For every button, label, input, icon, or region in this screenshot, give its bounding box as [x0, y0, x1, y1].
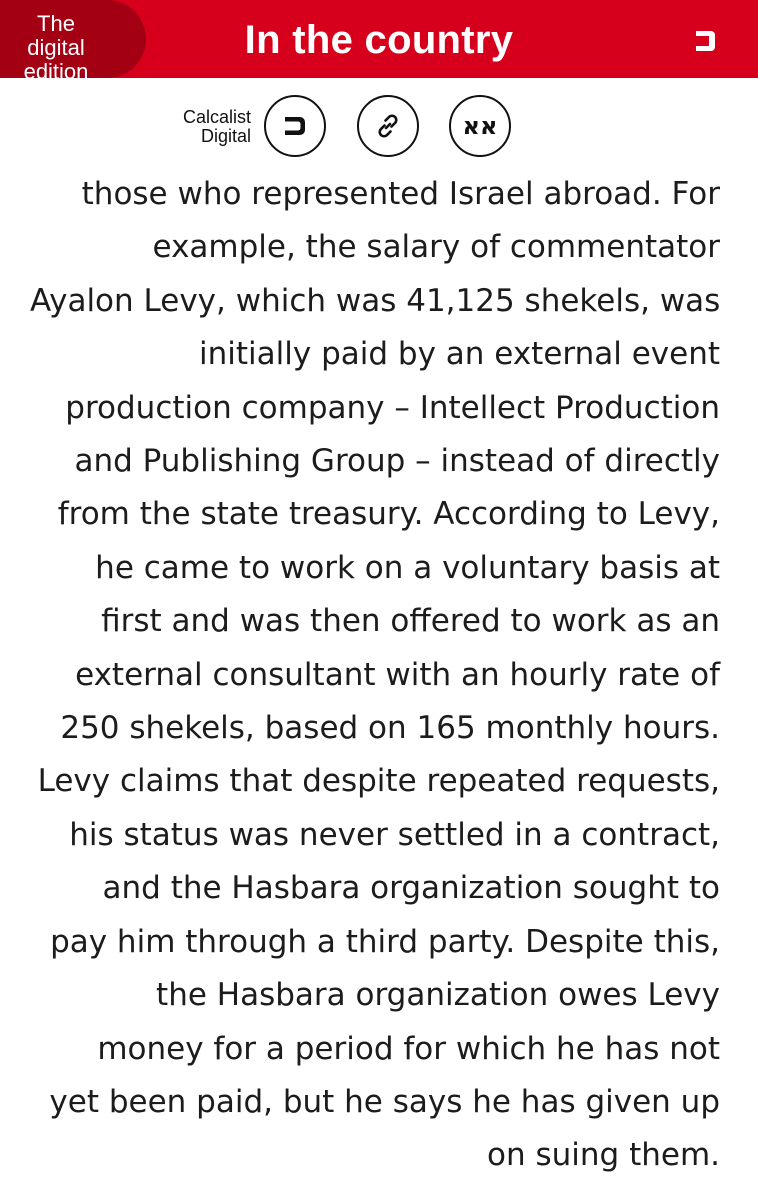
article-line: from the state treasury. According to Levy,	[57, 496, 720, 533]
font-size-icon	[460, 111, 500, 141]
calcalist-digital-label	[183, 108, 251, 146]
calcalist-logo-icon	[282, 113, 308, 139]
article-body	[30, 168, 720, 1183]
calcalist-button[interactable]	[264, 95, 326, 157]
link-icon	[372, 110, 404, 142]
article-toolbar	[0, 95, 758, 161]
article-line: external consultant with an hourly rate of	[75, 656, 720, 693]
top-bar	[0, 0, 758, 78]
article-line: he came to work on a voluntary basis at	[95, 549, 720, 586]
font-size-glyphs: אא	[462, 112, 498, 140]
article-line: 250 shekels, based on 165 monthly hours.	[60, 710, 720, 747]
article-line: the Hasbara organization owes Levy	[156, 977, 720, 1014]
article-line: money for a period for which he has not	[97, 1030, 720, 1067]
article-line: yet been paid, but he says he has given up	[49, 1083, 720, 1120]
article-line: production company – Intellect Production	[65, 389, 720, 426]
article-line: Ayalon Levy, which was 41,125 shekels, was	[30, 282, 721, 319]
brand-line-2: Digital	[200, 126, 251, 146]
article-line: his status was never settled in a contract,	[69, 816, 720, 853]
article-line: example, the salary of commentator	[152, 229, 720, 266]
edition-line-3: edition	[23, 59, 89, 78]
article-line: initially paid by an external event	[199, 336, 720, 373]
edition-line-1: The	[37, 11, 75, 36]
article-line: first and was then offered to work as an	[101, 603, 720, 640]
article-line: and Publishing Group – instead of directly	[74, 443, 720, 480]
edition-line-2: digital	[27, 35, 85, 60]
article-line: on suing them.	[487, 1137, 720, 1174]
font-size-button[interactable]	[449, 95, 511, 157]
brand-line-1: Calcalist	[182, 107, 251, 127]
article-line: pay him through a third party. Despite this,	[50, 923, 720, 960]
article-line: Levy claims that despite repeated requests,	[37, 763, 720, 800]
share-link-button[interactable]	[357, 95, 419, 157]
article-line: those who represented Israel abroad. For	[81, 176, 720, 212]
section-title: In the country	[244, 18, 514, 62]
article-line: and the Hasbara organization sought to	[102, 870, 720, 907]
calcalist-logo-icon[interactable]	[694, 28, 718, 54]
